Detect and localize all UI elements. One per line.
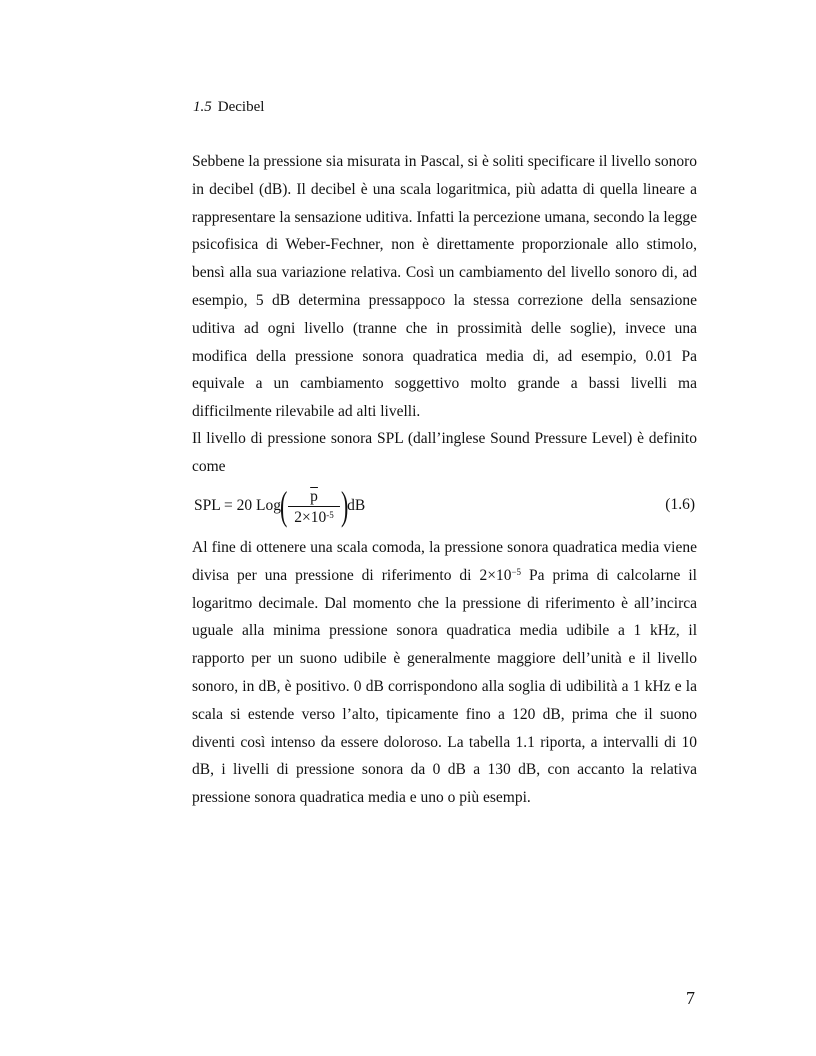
section-heading: [193, 97, 264, 117]
equation-label: (1.6): [665, 496, 695, 513]
equation-fraction: [288, 486, 340, 527]
paragraph-intro: Sebbene la pressione sia misurata in Pascal, si è soliti specificare il livello sonoro in decibel (dB). Il decibel è una scala logaritmica, più adatta di quella lineare a rappresentare la sensazione uditiva. Infatti la percezione umana, secondo la legge psicofisica di Weber-Fechner, non è direttamente proporzionale allo stimolo, bensì alla sua variazione relativa. Così un cambiamento del livello sonoro di, ad esempio, 5 dB determina pressappoco la stessa correzione della sensazione uditiva ad ogni livello (tranne che in prossimità delle soglie), invece una modifica della pressione sonora quadratica media di, ad esempio, 0.01 Pa equivale a un cambiamento soggettivo molto grande a bassi livelli ma difficilmente rilevabile ad alti livelli.: [192, 153, 697, 421]
paragraph-text-part-2: Pa prima di calcolarne il logaritmo decimale. Dal momento che la pressione di riferimento è all’incirca uguale alla minima pressione sonora quadratica media udibile a 1 kHz, il rapporto per un suono udibile è generalmente maggiore dell’unità e il livello sonoro, in dB, è positivo. 0 dB corrispondono alla soglia di udibilità a 1 kHz e la scala si estende verso l’alto, tipicamente fino a 120 dB, prima che il suono diventi così intenso da essere doloroso. La tabella 1.1 riporta, a intervalli di 10 dB, i livelli di pressione sonora da 0 dB a 130 dB, con accanto la relativa pressione sonora quadratica media e uno o più esempi.: [192, 566, 697, 807]
fraction-bar: [288, 506, 340, 507]
equation-unit: dB: [347, 497, 366, 514]
inline-reference-pressure: [479, 567, 521, 584]
equation-spl: [192, 483, 697, 529]
inline-math-base: 2×10: [479, 566, 512, 584]
inline-math-exponent: −5: [511, 566, 522, 577]
equation-lhs: SPL = 20 Log: [194, 497, 281, 514]
paragraph-spl-definition: Il livello di pressione sonora SPL (dall’inglese Sound Pressure Level) è definito come: [192, 430, 697, 475]
page-number: 7: [686, 988, 695, 1008]
equation-denominator: [288, 509, 340, 527]
section-title: Decibel: [217, 99, 265, 115]
section-number: 1.5: [193, 99, 212, 115]
equation-numerator-symbol: $\overline{p}$: [310, 487, 318, 505]
equation-denominator-base: 2×10: [294, 508, 327, 526]
paragraph-reference-pressure: [192, 534, 697, 812]
equation-body: [194, 483, 365, 529]
equation-denominator-exponent: -5: [326, 509, 334, 520]
equation-numerator: [304, 488, 324, 506]
equation-paren-close: ): [340, 483, 349, 528]
equation-paren-open: (: [279, 483, 288, 528]
paragraph-text-part-1: Al fine di ottenere una scala comoda, la pressione sonora quadratica media viene divisa per una pressione di riferimento di: [192, 539, 697, 584]
